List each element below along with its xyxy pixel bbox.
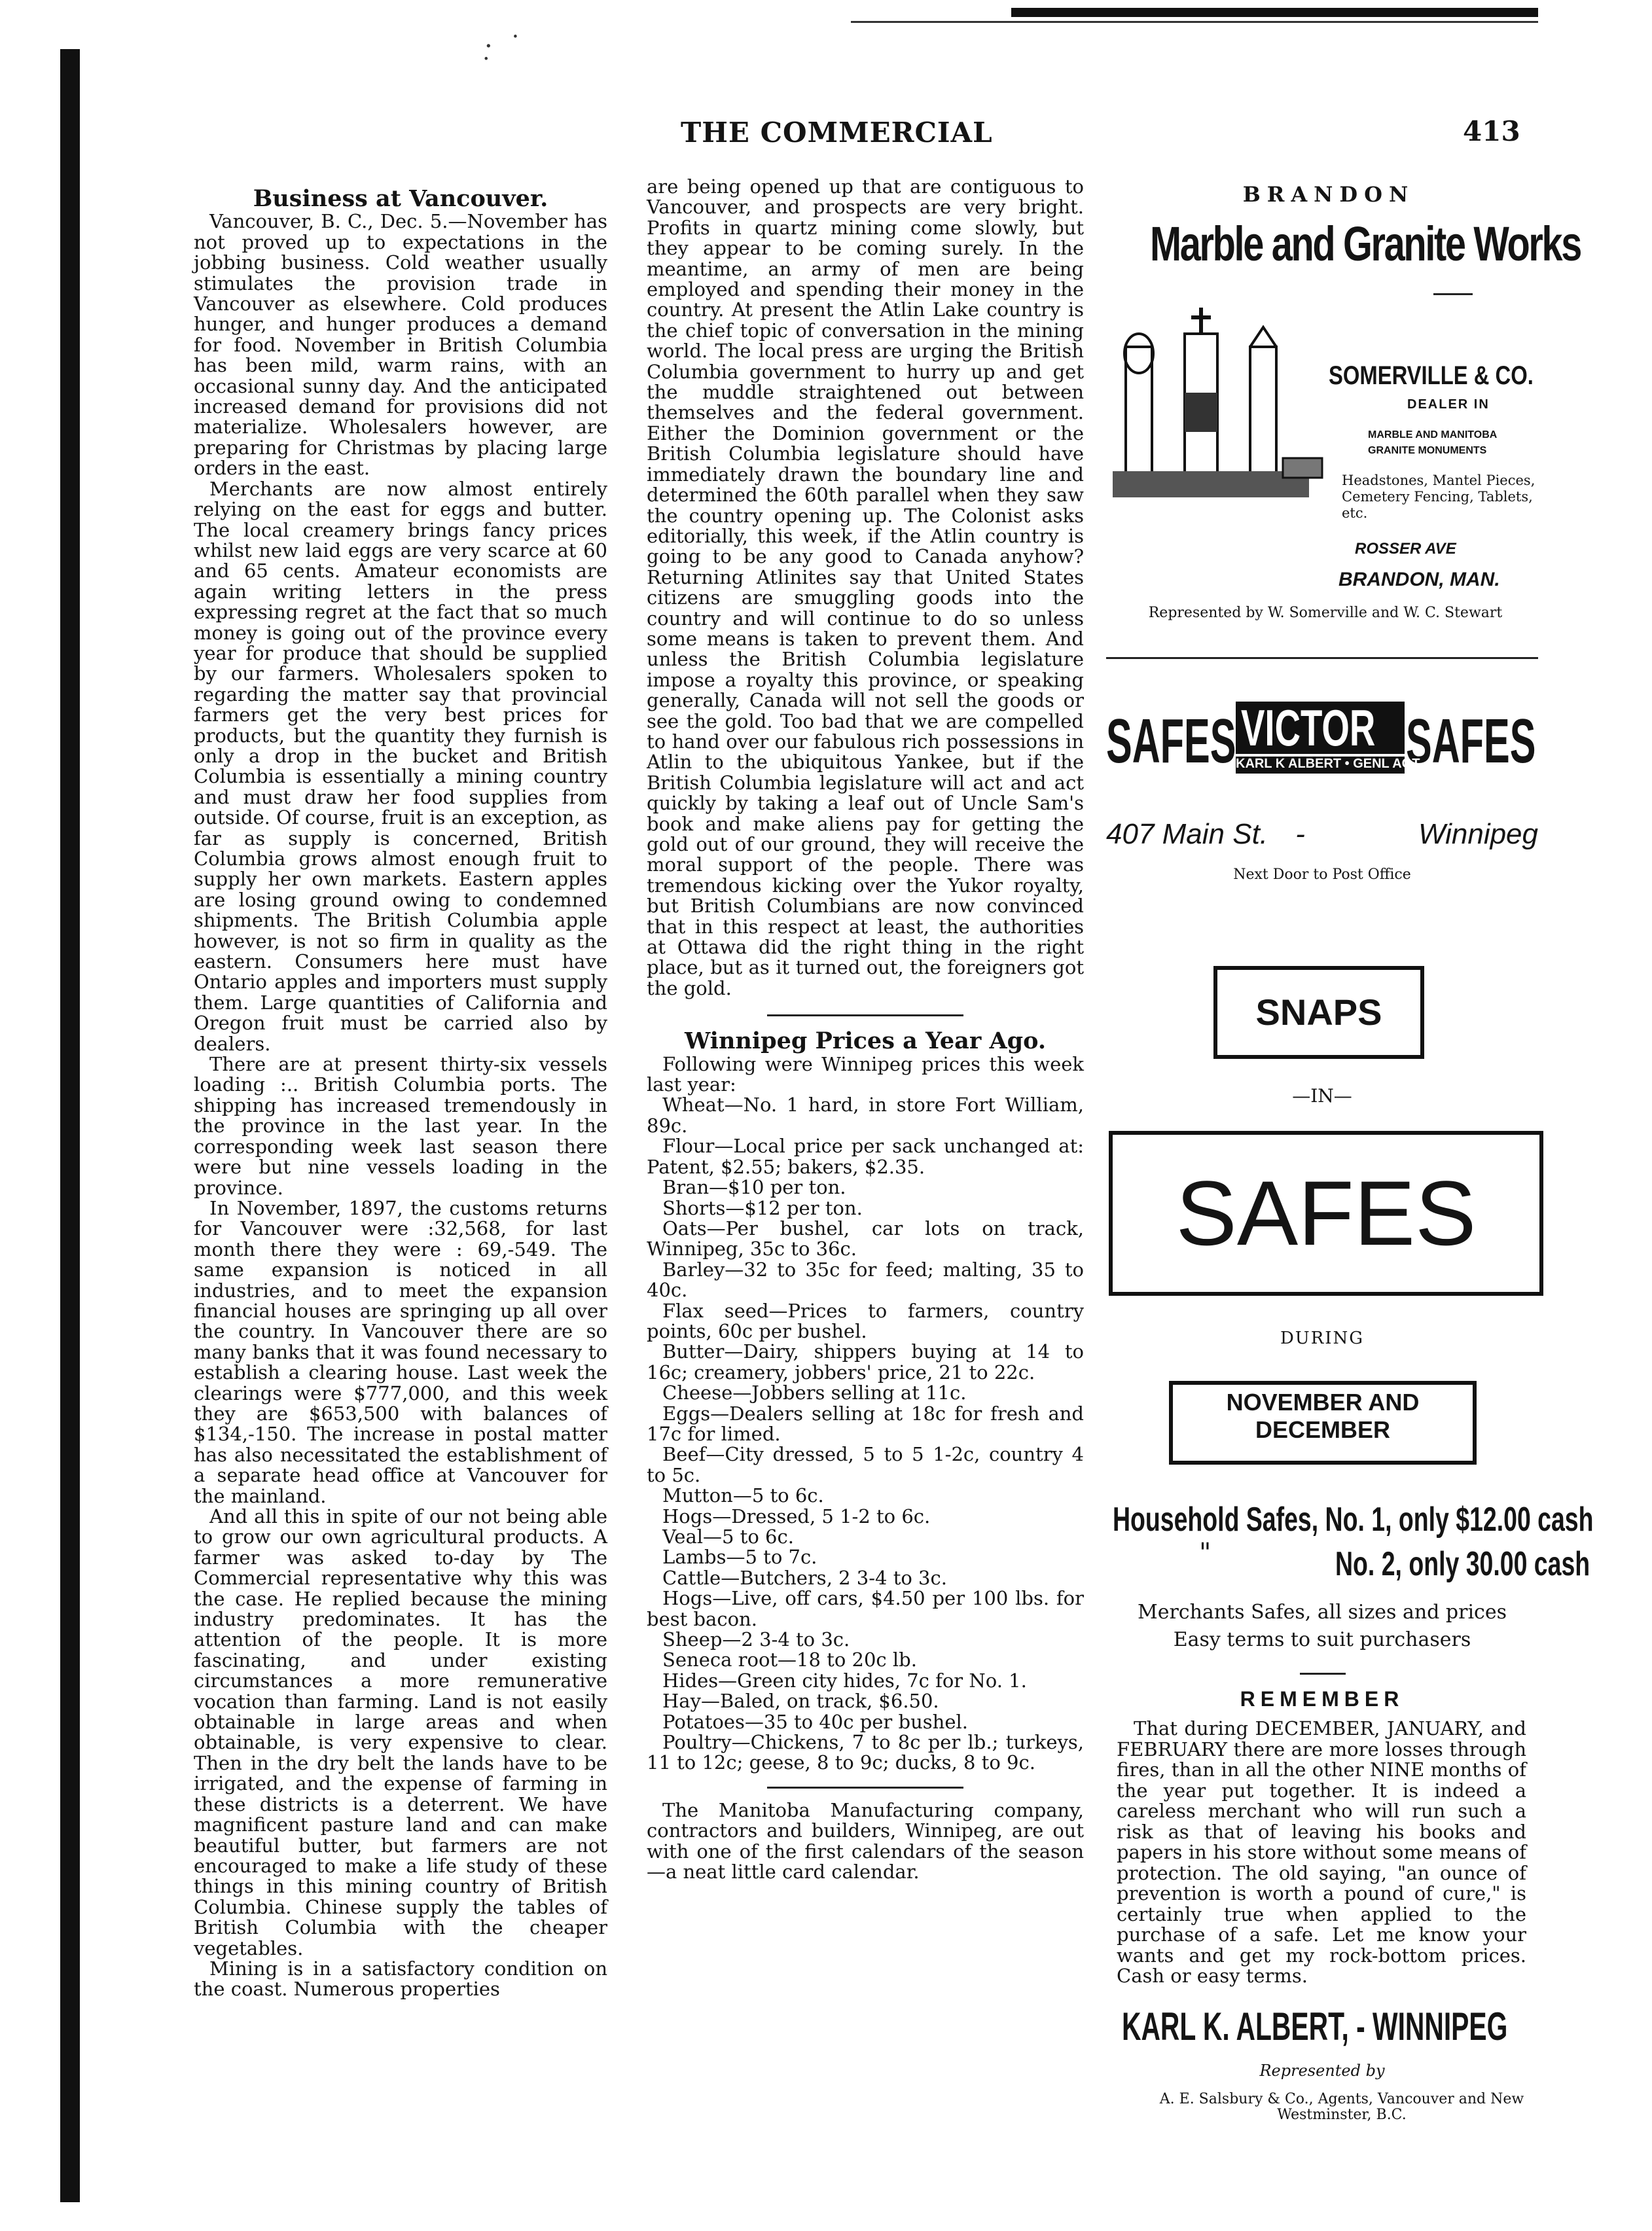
price-item: Hogs—Dressed, 5 1-2 to 6c. bbox=[662, 1505, 931, 1527]
represented-by: Represented by W. Somerville and W. C. Stewart bbox=[1148, 605, 1503, 621]
article-heading: Business at Vancouver. bbox=[253, 185, 548, 212]
easy-terms: Easy terms to suit purchasers bbox=[1173, 1628, 1471, 1651]
section-divider bbox=[767, 1014, 963, 1016]
price-list bbox=[647, 1095, 1084, 1773]
price-item: Eggs—Dealers selling at 18c for fresh and 17c for limed. bbox=[647, 1402, 1084, 1445]
brandon-ad bbox=[1100, 182, 1581, 295]
binding-edge bbox=[60, 49, 80, 2202]
monument-illustration-icon bbox=[1113, 308, 1329, 510]
brand-name: VICTOR bbox=[1241, 699, 1376, 757]
price-item: Wheat—No. 1 hard, in store Fort William, 89c. bbox=[647, 1094, 1084, 1137]
page-number: 413 bbox=[1463, 115, 1520, 147]
victor-address bbox=[1106, 818, 1538, 851]
agent-name: KARL K ALBERT • GENL AGT bbox=[1236, 757, 1420, 771]
merchants-safes: Merchants Safes, all sizes and prices bbox=[1137, 1601, 1507, 1624]
price-item: Barley—32 to 35c for feed; malting, 35 to 40c. bbox=[647, 1258, 1084, 1302]
seller-name: KARL K. ALBERT, - WINNIPEG bbox=[1122, 2005, 1508, 2048]
price-item: Cheese—Jobbers selling at 11c. bbox=[662, 1382, 967, 1404]
price-item: Seneca root—18 to 20c lb. bbox=[662, 1649, 917, 1671]
price-item: Poultry—Chickens, 7 to 8c per lb.; turkeys, 11 to 12c; geese, 8 to 9c; ducks, 8 to 9c. bbox=[647, 1731, 1084, 1774]
street-address: 407 Main St. bbox=[1106, 818, 1268, 850]
location-note: Next Door to Post Office bbox=[1233, 866, 1411, 883]
price-item: Lambs—5 to 7c. bbox=[662, 1546, 817, 1569]
price-item: Hides—Green city hides, 7c for No. 1. bbox=[662, 1669, 1027, 1692]
price-item: Shorts—$12 per ton. bbox=[662, 1196, 863, 1219]
price-item: Sheep—2 3-4 to 3c. bbox=[662, 1628, 850, 1651]
agents: A. E. Salsbury & Co., Agents, Vancouver and New Westminster, B.C. bbox=[1159, 2091, 1524, 2123]
paragraph: The Manitoba Manufacturing company, contractors and builders, Winnipeg, are out with one of the first calendars of the season—a neat little card calendar. bbox=[647, 1798, 1084, 1883]
during-label: DURING bbox=[1280, 1329, 1365, 1348]
top-thin-rule bbox=[851, 21, 1538, 23]
ditto-mark: " bbox=[1199, 1538, 1212, 1568]
remember-body: That during DECEMBER, JANUARY, and FEBRUARY there are more losses through fires, than in all the other NINE months of the year put together. It is indeed a careless merchant who will run such a risk as that of leaving his books and papers in his store without some means of protection. The old saying, "an ounce of prevention is worth a pound of cure," is certainly true when applied to the purchase of a safe. Let me know your wants and get my rock-bottom prices. Cash or easy terms. bbox=[1117, 1717, 1526, 1987]
safes-box bbox=[1109, 1131, 1543, 1296]
household-safe-2: No. 2, only 30.00 cash bbox=[1335, 1545, 1590, 1583]
ad-town: BRANDON bbox=[1242, 182, 1415, 207]
paragraph: are being opened up that are contiguous to Vancouver, and prospects are very bright. Profits in quartz mining come slowly, but they appear to be coming surely. In the meantime, an army of men are being employed and spending their money in the country. At present the Atlin Lake country is the chief topic of conversation in the mining world. The local press are urging the British Columbia government to hurry up and get the muddle straightened out between themselves and the federal government. Either the Dominion government or the British Columbia legislature should have immediately drawn the boundary line and determined the 60th parallel when they saw the country opening up. The Colonist asks editorially, this week, if the Atlin country is going to be any good to Canada anyhow? Returning Atlinites say that United States citizens are smuggling goods into the country and will continue to do so unless some means is taken to prevent them. And unless the British Columbia legislature impose a royalty this province, or speaking generally, Canada will not sell the goods or see the gold. Too bad that we are compelled to hand over our fabulous rich possessions in Atlin to the ubiquitous Yankee, but if the British Columbia legislature will act and act quickly by taking a leaf out of Uncle Sam's book and make aliens pay for getting the gold out of our ground, they will receive the moral support of the people. There was tremendous kicking over the Yukor royalty, but British Columbians are now convinced that in this respect at least, the authorities at Ottawa did the right thing in the right place, but as it turned out, the foreigners got the gold. bbox=[647, 175, 1084, 999]
product-line-2: GRANITE MONUMENTS bbox=[1368, 445, 1487, 456]
print-specks: ·̣ ˙ bbox=[484, 31, 526, 62]
paragraph: Merchants are now almost entirely relying on the east for eggs and butter. The local creamery brings fancy prices whilst new laid eggs are very scarce at 60 and 65 cents. Amateur economists are again writing letters in the press expressing regret at the fact that so much money is going out of the province every year for produce that should be supplied by our farmers. Wholesalers spoken to regarding the matter say that provincial farmers get the very best prices for products, but the quantity they furnish is only a drop in the bucket and British Columbia is essentially a mining country and must draw her food supplies from outside. Of course, fruit is an exception, as far as supply is concerned, British Columbia grows almost enough fruit to supply her own markets. Eastern apples are losing ground owing to condemned shipments. The British Columbia apple however, is not so firm in quality as the eastern. Consumers here must have Ontario apples and importers must supply them. Large quantities of California and Oregon fruit must be carried also by dealers. bbox=[194, 477, 607, 1055]
price-item: Bran—$10 per ton. bbox=[662, 1176, 846, 1199]
price-item: Flour—Local price per sack unchanged at: Patent, $2.55; bakers, $2.35. bbox=[647, 1135, 1084, 1178]
price-item: Hogs—Live, off cars, $4.50 per 100 lbs. for best bacon. bbox=[647, 1587, 1084, 1630]
street-address: ROSSER AVE bbox=[1355, 540, 1456, 558]
price-item: Cattle—Butchers, 2 3-4 to 3c. bbox=[662, 1566, 947, 1589]
agent-box bbox=[1236, 757, 1420, 774]
snaps-box bbox=[1213, 966, 1424, 1059]
household-safe-1: Household Safes, No. 1, only $12.00 cash bbox=[1113, 1501, 1594, 1539]
product-list: Headstones, Mantel Pieces, Cemetery Fencing, Tablets, etc. bbox=[1342, 473, 1535, 521]
months-label: NOVEMBER AND DECEMBER bbox=[1226, 1389, 1420, 1443]
price-item: Hay—Baled, on track, $6.50. bbox=[662, 1690, 939, 1713]
safes-right: SAFES bbox=[1406, 706, 1536, 776]
price-item: Potatoes—35 to 40c per bushel. bbox=[662, 1710, 968, 1733]
dealer-label: DEALER IN bbox=[1407, 397, 1490, 412]
price-item: Veal—5 to 6c. bbox=[662, 1526, 794, 1548]
ad-title: Marble and Granite Works bbox=[1150, 217, 1581, 271]
short-rule bbox=[1433, 293, 1473, 295]
short-rule bbox=[1300, 1673, 1346, 1675]
page-header: THE COMMERCIAL bbox=[681, 116, 993, 149]
months-box bbox=[1169, 1381, 1477, 1465]
brandon-details bbox=[1329, 361, 1545, 591]
paragraph: There are at present thirty-six vessels loading :.. British Columbia ports. The shipping has increased tremendously in the province in the last year. In the corresponding week last season there were but nine vessels loading in the province. bbox=[194, 1053, 607, 1199]
snaps-label: SNAPS bbox=[1255, 991, 1382, 1033]
paragraph: In November, 1897, the customs returns for Vancouver were :32,568, for last month there they were : 69,-549. The same expansion is noticed in all industries, and to meet the expansion financial houses are springing up all over the country. In Vancouver there are so many banks that it was found necessary to establish a clearing house. Last week the clearings were $777,000, and this week they are $653,500 with balances of $134,-150. The increase in postal matter has also necessitated the establishment of a separate head office at Vancouver for the mainland. bbox=[194, 1196, 607, 1507]
section-divider bbox=[767, 1787, 963, 1789]
prices-heading: Winnipeg Prices a Year Ago. bbox=[684, 1027, 1047, 1055]
in-label: —IN— bbox=[1292, 1085, 1352, 1107]
paragraph: And all this in spite of our not being able to grow our own agricultural products. A farmer was asked to-day by The Commercial representative why this was the case. He replied because the mining industry predominates. It has the attention of the people. It is more fascinating, and under existing circumstances a more remunerative vocation than farming. Land is not easily obtainable in large areas and when obtainable, is very expensive to clear. Then in the dry belt the lands have to be irrigated, and the expense of farming in these districts is a deterrent. We have magnificent pasture land and can make beautiful butter, but farmers are not encouraged to make a life study of these things in this mining country of British Columbia. Chinese supply the tables of British Columbia with the cheaper vegetables. bbox=[194, 1505, 607, 1959]
paragraph: Vancouver, B. C., Dec. 5.—November has not proved up to expectations in the jobbing business. Cold weather usually stimulates the provision trade in Vancouver as elsewhere. Cold produces hunger, and hunger produces a demand for food. November in British Columbia has been mild, warm rains, with an occasional sunny day. And the anticipated increased demand for provisions did not materialize. Wholesalers however, are preparing for Christmas by placing large orders in the east. bbox=[194, 210, 607, 480]
city: Winnipeg bbox=[1418, 818, 1538, 850]
price-item: Beef—City dressed, 5 to 5 1-2c, country 4 to 5c. bbox=[647, 1443, 1084, 1486]
price-item: Butter—Dairy, shippers buying at 14 to 16c; creamery, jobbers' price, 21 to 22c. bbox=[647, 1340, 1084, 1383]
separator: - bbox=[1295, 818, 1305, 850]
prices-intro: Following were Winnipeg prices this week last year: bbox=[647, 1052, 1084, 1096]
article-vancouver bbox=[194, 185, 607, 2001]
price-item: Mutton—5 to 6c. bbox=[662, 1484, 824, 1507]
victor-banner bbox=[1106, 699, 1538, 776]
safes-label: SAFES bbox=[1176, 1162, 1477, 1264]
remember-heading: REMEMBER bbox=[1240, 1687, 1405, 1711]
price-item: Flax seed—Prices to farmers, country points, 60c per bushel. bbox=[647, 1299, 1084, 1342]
ad-divider bbox=[1106, 657, 1538, 659]
top-rule bbox=[1011, 8, 1538, 17]
represented-by-label: Represented by bbox=[1259, 2061, 1385, 2080]
safes-left: SAFES bbox=[1106, 706, 1236, 776]
brand-box bbox=[1236, 699, 1405, 757]
firm-name: SOMERVILLE & CO. bbox=[1329, 361, 1534, 390]
price-item: Oats—Per bushel, car lots on track, Winnipeg, 35c to 36c. bbox=[647, 1217, 1084, 1260]
product-line-1: MARBLE AND MANITOBA bbox=[1368, 429, 1498, 440]
article-continuation bbox=[647, 177, 1084, 1883]
paragraph: Mining is in a satisfactory condition on the coast. Numerous properties bbox=[194, 1957, 607, 2001]
city: BRANDON, MAN. bbox=[1338, 569, 1500, 590]
